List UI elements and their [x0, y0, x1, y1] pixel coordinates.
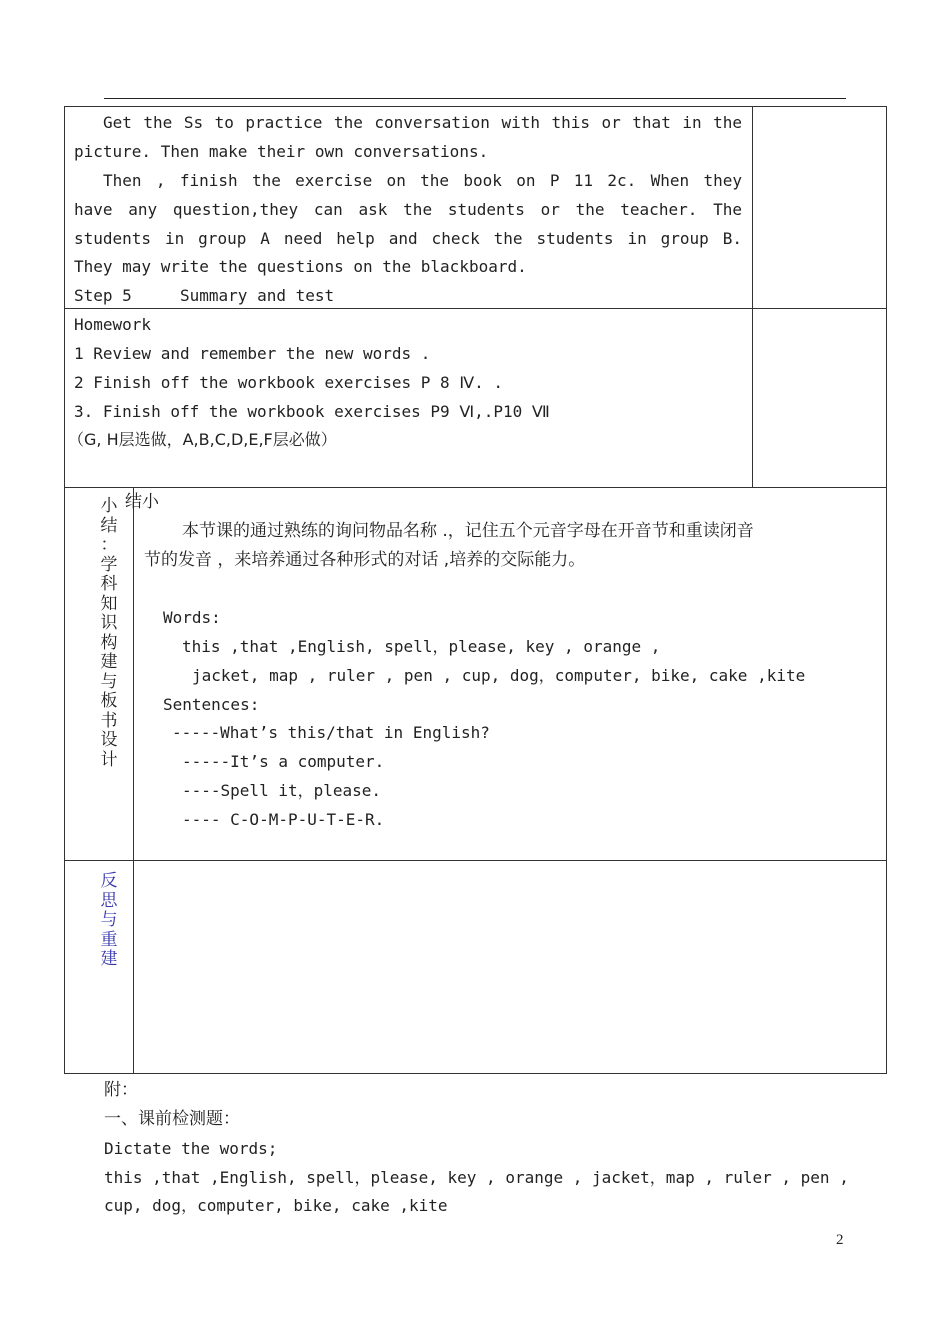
summary-intro-line-1: 本节课的通过熟练的询问物品名称 .，记住五个元音字母在开音节和重读闭音 — [182, 521, 754, 541]
table-right-column-divider — [752, 106, 753, 487]
reflection-side-label: 反 思 与 重 建 — [100, 871, 118, 969]
summary-sentence-2: -----It’s a computer. — [182, 752, 385, 771]
table-row-divider-3 — [64, 860, 887, 861]
procedure-paragraph-1-line-1: Get the Ss to practice the conversation with this or that in the — [103, 113, 742, 132]
procedure-paragraph-2-line-2: have any question,they can ask the students or the teacher. The — [74, 200, 742, 219]
appendix-title: 附： — [104, 1080, 138, 1100]
homework-note: （G, H层选做，A,B,C,D,E,F层必做） — [68, 430, 337, 449]
header-rule — [104, 98, 846, 99]
summary-words-label: Words: — [163, 608, 221, 627]
summary-sentences-label: Sentences: — [163, 695, 260, 714]
appendix-dictate: Dictate the words; — [104, 1139, 278, 1158]
summary-corner-label: 结小 — [125, 492, 159, 512]
summary-sentence-3: ----Spell it，please. — [182, 781, 382, 800]
procedure-paragraph-1-line-2: picture. Then make their own conversations. — [74, 142, 489, 161]
step-5-label: Step 5 — [74, 286, 132, 305]
table-row-divider-2 — [64, 487, 887, 488]
appendix-words-line-1: this ,that ,English, spell，please, key , orange , jacket，map , ruler , pen , — [104, 1168, 849, 1187]
page-number: 2 — [836, 1232, 844, 1248]
appendix-section-1: 一、课前检测题： — [104, 1109, 240, 1129]
summary-sentence-4: ---- C-O-M-P-U-T-E-R. — [182, 810, 385, 829]
step-5-text: Summary and test — [180, 286, 335, 305]
procedure-paragraph-2-line-4: They may write the questions on the blackboard. — [74, 257, 527, 276]
homework-item-3: 3. Finish off the workbook exercises P9 Ⅵ,.P10 Ⅶ — [74, 402, 550, 421]
summary-side-label: 小 结 ： 学 科 知 识 构 建 与 板 书 设 计 — [100, 496, 118, 770]
homework-title: Homework — [74, 315, 152, 334]
summary-intro-line-2: 节的发音 ，来培养通过各种形式的对话 ,培养的交际能力。 — [144, 550, 586, 570]
summary-sentence-1: -----What’s this/that in English? — [172, 723, 490, 742]
procedure-paragraph-2-line-1: Then , finish the exercise on the book on P 11 2c. When they — [103, 171, 742, 190]
appendix-words-line-2: cup, dog，computer, bike, cake ,kite — [104, 1196, 448, 1215]
summary-words-line-2: jacket, map , ruler , pen , cup, dog，computer, bike, cake ,kite — [192, 666, 806, 685]
homework-item-1: 1 Review and remember the new words . — [74, 344, 431, 363]
table-left-column-divider — [133, 487, 134, 1074]
procedure-paragraph-2-line-3: students in group A need help and check the students in group B. — [74, 229, 742, 248]
homework-item-2: 2 Finish off the workbook exercises P 8 Ⅳ. . — [74, 373, 503, 392]
summary-words-line-1: this ,that ,English, spell，please, key , orange , — [182, 637, 661, 656]
